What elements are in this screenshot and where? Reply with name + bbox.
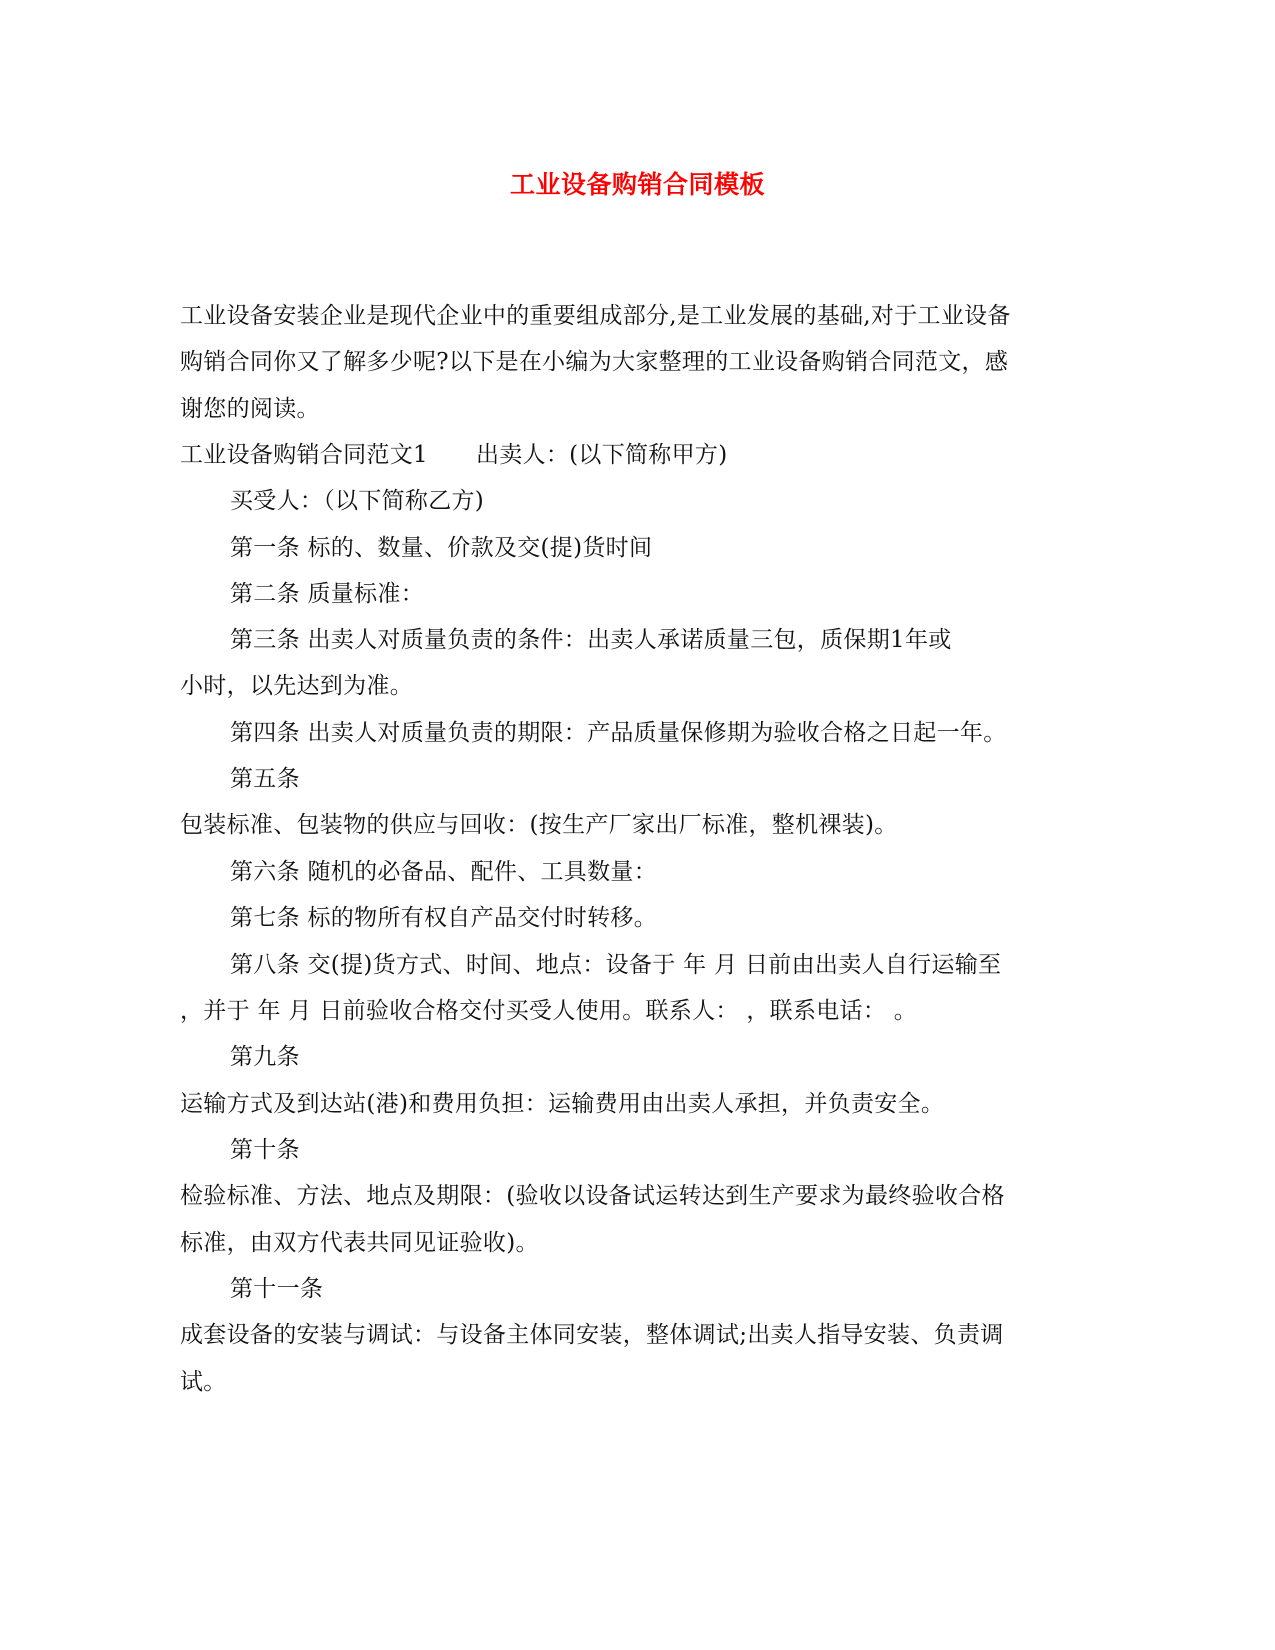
seller-line: 出卖人：(以下简称甲方) bbox=[475, 442, 728, 468]
sample-heading-row bbox=[180, 440, 727, 470]
clause-10-heading: 第十条 bbox=[230, 1137, 300, 1163]
clause-9-heading: 第九条 bbox=[230, 1044, 300, 1070]
buyer-line: 买受人：（以下简称乙方) bbox=[230, 488, 485, 514]
clause-11-heading: 第十一条 bbox=[230, 1276, 324, 1302]
document-title: 工业设备购销合同模板 bbox=[509, 170, 765, 199]
clause-9-body: 运输方式及到达站(港)和费用负担：运输费用由出卖人承担，并负责安全。 bbox=[180, 1091, 945, 1117]
clause-5-heading: 第五条 bbox=[230, 766, 300, 792]
clause-10-continued: 标准，由双方代表共同见证验收)。 bbox=[180, 1230, 539, 1256]
intro-line-1: 工业设备安装企业是现代企业中的重要组成部分,是工业发展的基础,对于工业设备 bbox=[180, 303, 1011, 329]
intro-line-3: 谢您的阅读。 bbox=[180, 396, 320, 422]
clause-10-body: 检验标准、方法、地点及期限：(验收以设备试运转达到生产要求为最终验收合格 bbox=[180, 1183, 1005, 1209]
clause-2: 第二条 质量标准： bbox=[230, 581, 425, 607]
clause-11-body: 成套设备的安装与调试：与设备主体同安装，整体调试;出卖人指导安装、负责调 bbox=[180, 1322, 1004, 1348]
clause-3-continued: 小时，以先达到为准。 bbox=[180, 673, 413, 699]
clause-6: 第六条 随机的必备品、配件、工具数量： bbox=[230, 859, 658, 885]
clause-8: 第八条 交(提)货方式、时间、地点：设备于 年 月 日前由出卖人自行运输至 bbox=[230, 952, 1002, 978]
clause-7: 第七条 标的物所有权自产品交付时转移。 bbox=[230, 905, 658, 931]
clause-11-continued: 试。 bbox=[180, 1369, 227, 1395]
clause-8-continued: ，并于 年 月 日前验收合格交付买受人使用。联系人： ，联系电话： 。 bbox=[180, 998, 918, 1024]
intro-line-2: 购销合同你又了解多少呢?以下是在小编为大家整理的工业设备购销合同范文，感 bbox=[180, 349, 1009, 375]
clause-5-body: 包装标准、包装物的供应与回收：(按生产厂家出厂标准，整机裸装)。 bbox=[180, 812, 898, 838]
clause-1: 第一条 标的、数量、价款及交(提)货时间 bbox=[230, 535, 653, 561]
sample-heading: 工业设备购销合同范文1 bbox=[180, 442, 428, 468]
clause-3: 第三条 出卖人对质量负责的条件：出卖人承诺质量三包，质保期1年或 bbox=[230, 627, 952, 653]
clause-4: 第四条 出卖人对质量负责的期限：产品质量保修期为验收合格之日起一年。 bbox=[230, 720, 1007, 746]
